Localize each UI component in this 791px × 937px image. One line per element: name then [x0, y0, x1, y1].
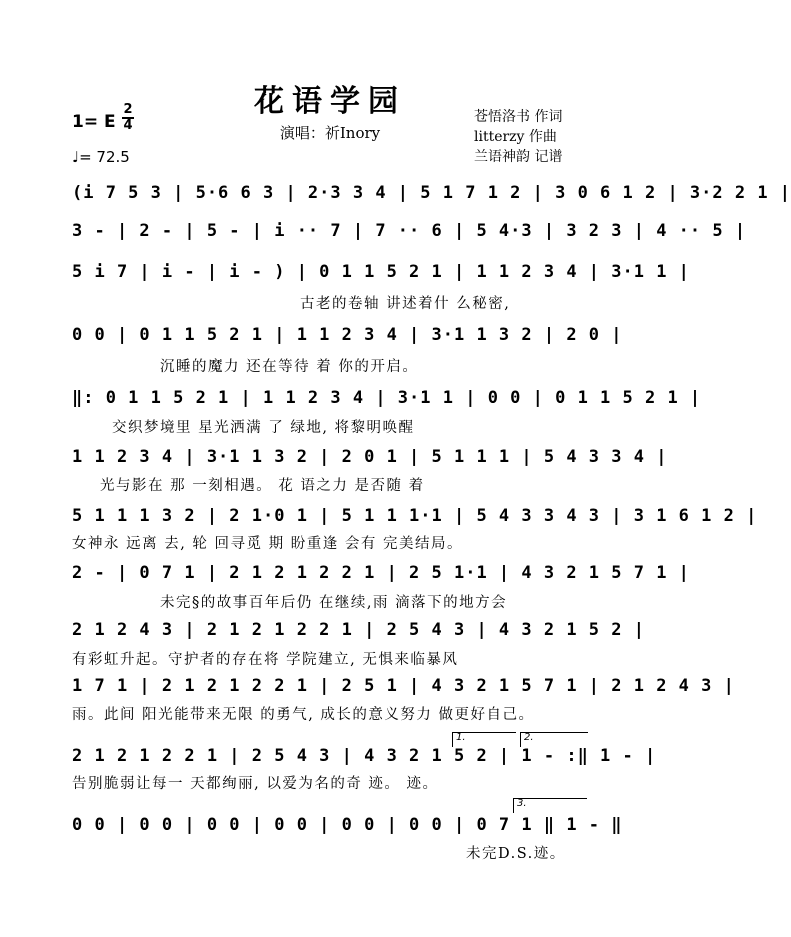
lyrics-line-3: 古老的卷轴 讲述着什 么秘密,: [300, 296, 511, 312]
notes-line-5: ‖: 0 1 1 5 2 1 | 1 1 2 3 4 | 3·1 1 | 0 0 | 0 1 1 5 2 1 |: [72, 388, 702, 408]
lyrics-line-8: 未完§的故事百年后仍 在继续,雨 滴落下的地方会: [160, 595, 508, 611]
notes-line-3: 5 i 7 | i - | i - ) | 0 1 1 5 2 1 | 1 1 2 3 4 | 3·1 1 |: [72, 262, 690, 282]
notes-line-6: 1 1 2 3 4 | 3·1 1 3 2 | 2 0 1 | 5 1 1 1 | 5 4 3 3 4 |: [72, 447, 668, 467]
time-signature: [122, 104, 134, 132]
lyrics-line-10: 雨。此间 阳光能带来无限 的勇气, 成长的意义努力 做更好自己。: [72, 707, 535, 723]
singer-credit: 演唱：祈Inory: [279, 124, 381, 142]
lyrics-line-7: 女神永 远离 去, 轮 回寻觅 期 盼重逢 会有 完美结局。: [72, 536, 463, 552]
lyrics-line-12: 未完D.S.迹。: [466, 846, 566, 862]
notes-line-8: 2 - | 0 7 1 | 2 1 2 1 2 2 1 | 2 5 1·1 | 4 3 2 1 5 7 1 |: [72, 563, 690, 583]
notes-line-10: 1 7 1 | 2 1 2 1 2 2 1 | 2 5 1 | 4 3 2 1 5 7 1 | 2 1 2 4 3 |: [72, 676, 735, 696]
notes-line-9: 2 1 2 4 3 | 2 1 2 1 2 2 1 | 2 5 4 3 | 4 3 2 1 5 2 |: [72, 620, 645, 640]
volta-1: 1.: [452, 732, 516, 747]
transcriber-credit: 兰语神韵 记谱: [474, 149, 563, 165]
lyrics-line-11: 告别脆弱让每一 天都绚丽, 以爱为名的奇 迹。 迹。: [72, 776, 439, 792]
volta-2: 2.: [520, 732, 588, 747]
lyrics-line-6: 光与影在 那 一刻相遇。 花 语之力 是否随 着: [100, 478, 425, 494]
lyrics-line-9: 有彩虹升起。守护者的存在将 学院建立, 无惧来临暴风: [72, 652, 459, 668]
composer-credit: litterzy 作曲: [474, 129, 557, 145]
notes-line-4: 0 0 | 0 1 1 5 2 1 | 1 1 2 3 4 | 3·1 1 3 2 | 2 0 |: [72, 325, 623, 345]
volta-3: 3.: [513, 798, 587, 813]
key-signature: 1= E: [72, 112, 116, 132]
notes-line-2: 3 - | 2 - | 5 - | i ·· 7 | 7 ·· 6 | 5 4·3 | 3 2 3 | 4 ·· 5 |: [72, 221, 747, 241]
time-sig-bottom: 4: [123, 118, 133, 133]
notes-line-1: (i 7 5 3 | 5·6 6 3 | 2·3 3 4 | 5 1 7 1 2 | 3 0 6 1 2 | 3·2 2 1 |: [72, 183, 791, 203]
tempo-marking: ♩= 72.5: [72, 148, 130, 166]
time-sig-top: 2: [123, 102, 133, 117]
lyrics-line-4: 沉睡的魔力 还在等待 着 你的开启。: [160, 359, 419, 375]
notes-line-11: 2 1 2 1 2 2 1 | 2 5 4 3 | 4 3 2 1 5 2 | 1 - :‖ 1 - |: [72, 746, 657, 766]
song-title: 花语学园: [254, 84, 406, 119]
notes-line-12: 0 0 | 0 0 | 0 0 | 0 0 | 0 0 | 0 0 | 0 7 1 ‖ 1 - ‖: [72, 815, 623, 835]
lyrics-line-5: 交织梦境里 星光洒满 了 绿地, 将黎明唤醒: [112, 420, 415, 436]
notes-line-7: 5 1 1 1 3 2 | 2 1·0 1 | 5 1 1 1·1 | 5 4 3 3 4 3 | 3 1 6 1 2 |: [72, 506, 758, 526]
lyricist-credit: 苍悟洛书 作词: [474, 109, 563, 125]
